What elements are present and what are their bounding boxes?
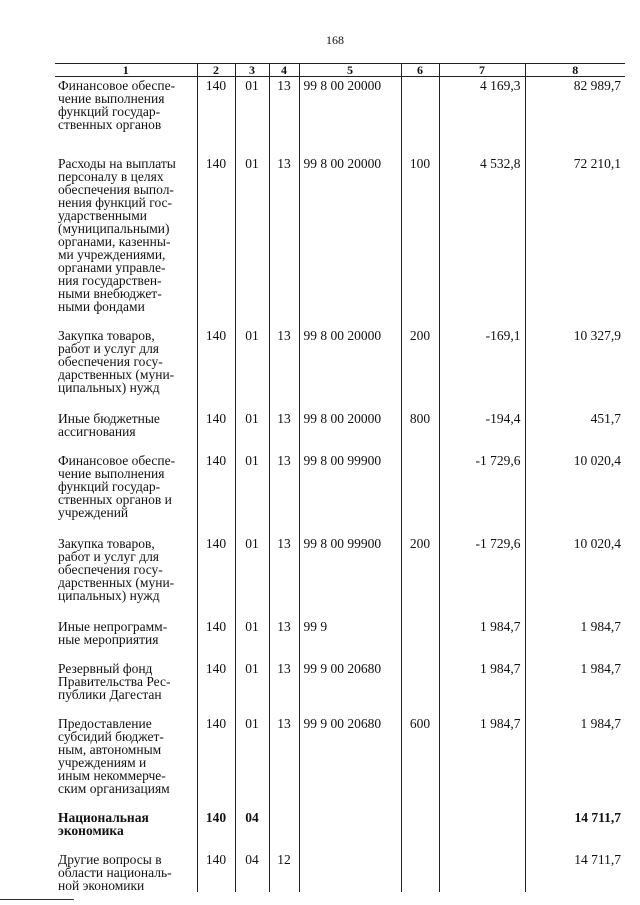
total-amount-cell-text: 10 327,9 — [573, 328, 621, 343]
row-name-cell — [55, 618, 197, 660]
row-name-cell-text: Финансовое обеспе- чение выполнения функций государ- ственных органов и учреждений — [58, 453, 176, 520]
table-row — [55, 715, 625, 809]
row-name-cell-text: Иные непрограмм- ные мероприятия — [58, 619, 168, 647]
table-body — [55, 77, 625, 893]
table-row — [55, 809, 625, 851]
expense-type-cell — [401, 327, 439, 410]
section-code-cell-text: 01 — [245, 661, 259, 676]
expense-type-cell — [401, 660, 439, 715]
target-article-cell — [299, 535, 401, 618]
change-amount-cell-text: 1 984,7 — [480, 619, 521, 634]
target-article-cell — [299, 327, 401, 410]
target-article-cell-text: 99 9 00 20680 — [303, 716, 382, 731]
row-name-cell-text: Иные бюджетные ассигнования — [58, 411, 160, 439]
target-article-cell-text: 99 8 00 99900 — [303, 453, 382, 468]
row-name-cell-text: Закупка товаров, работ и услуг для обеспечения госу- дарственных (муни- ципальных) нужд — [58, 328, 175, 395]
target-article-cell — [299, 618, 401, 660]
subsection-code-cell-text: 13 — [277, 619, 291, 634]
change-amount-cell — [439, 715, 525, 809]
total-amount-cell-text: 1 984,7 — [580, 619, 621, 634]
budget-table — [55, 63, 625, 892]
target-article-cell — [299, 452, 401, 535]
subsection-code-cell — [269, 452, 299, 535]
target-article-cell-text: 99 8 00 99900 — [303, 536, 382, 551]
change-amount-cell-text: -1 729,6 — [475, 536, 521, 551]
subsection-code-cell — [269, 715, 299, 809]
section-code-cell-text: 01 — [245, 156, 259, 171]
row-name-cell-text: Финансовое обеспе- чение выполнения функций государ- ственных органов — [58, 78, 176, 132]
target-article-cell-text: 99 8 00 20000 — [303, 328, 382, 343]
section-code-cell-text: 01 — [245, 536, 259, 551]
change-amount-cell — [439, 155, 525, 327]
chapter-code-cell-text: 140 — [205, 716, 227, 731]
column-header: 1 — [55, 64, 197, 77]
change-amount-cell-text: -194,4 — [485, 411, 521, 426]
expense-type-cell — [401, 77, 439, 156]
chapter-code-cell — [197, 410, 235, 452]
section-code-cell — [235, 809, 269, 851]
subsection-code-cell-text: 13 — [277, 453, 291, 468]
chapter-code-cell — [197, 327, 235, 410]
chapter-code-cell-text: 140 — [205, 156, 227, 171]
row-name-cell — [55, 327, 197, 410]
column-header: 5 — [299, 64, 401, 77]
total-amount-cell — [525, 618, 625, 660]
row-name-cell — [55, 715, 197, 809]
section-code-cell — [235, 715, 269, 809]
target-article-cell-text: 99 8 00 20000 — [303, 156, 382, 171]
row-name-cell — [55, 77, 197, 156]
chapter-code-cell-text: 140 — [205, 661, 227, 676]
total-amount-cell-text: 10 020,4 — [573, 453, 621, 468]
row-name-cell-text: Закупка товаров, работ и услуг для обеспечения госу- дарственных (муни- ципальных) нужд — [58, 536, 175, 603]
subsection-code-cell — [269, 851, 299, 892]
section-code-cell-text: 01 — [245, 619, 259, 634]
chapter-code-cell-text: 140 — [205, 852, 227, 867]
chapter-code-cell — [197, 535, 235, 618]
change-amount-cell — [439, 660, 525, 715]
column-header: 8 — [525, 64, 625, 77]
expense-type-cell-text: 800 — [409, 411, 431, 426]
row-name-cell-text: Другие вопросы в области националь- ной экономики — [58, 852, 172, 893]
section-code-cell-text: 04 — [245, 810, 259, 825]
total-amount-cell-text: 451,7 — [590, 411, 621, 426]
expense-type-cell — [401, 851, 439, 892]
expense-type-cell — [401, 809, 439, 851]
subsection-code-cell — [269, 155, 299, 327]
row-name-cell — [55, 452, 197, 535]
chapter-code-cell — [197, 715, 235, 809]
table-row — [55, 851, 625, 892]
change-amount-cell — [439, 809, 525, 851]
table-row — [55, 535, 625, 618]
chapter-code-cell-text: 140 — [205, 411, 227, 426]
target-article-cell-text: 99 8 00 20000 — [303, 411, 382, 426]
target-article-cell-text: 99 8 00 20000 — [303, 78, 382, 93]
section-code-cell-text: 01 — [245, 716, 259, 731]
change-amount-cell — [439, 535, 525, 618]
table-row — [55, 618, 625, 660]
expense-type-cell — [401, 155, 439, 327]
page-number: 168 — [326, 33, 344, 47]
total-amount-cell-text: 10 020,4 — [573, 536, 621, 551]
subsection-code-cell-text: 13 — [277, 536, 291, 551]
section-code-cell — [235, 77, 269, 156]
total-amount-cell — [525, 660, 625, 715]
change-amount-cell — [439, 327, 525, 410]
chapter-code-cell-text: 140 — [205, 619, 227, 634]
chapter-code-cell — [197, 77, 235, 156]
total-amount-cell — [525, 535, 625, 618]
subsection-code-cell — [269, 618, 299, 660]
subsection-code-cell-text: 13 — [277, 716, 291, 731]
total-amount-cell-text: 14 711,7 — [574, 810, 621, 825]
section-code-cell — [235, 410, 269, 452]
chapter-code-cell — [197, 618, 235, 660]
total-amount-cell-text: 72 210,1 — [573, 156, 621, 171]
total-amount-cell — [525, 851, 625, 892]
subsection-code-cell — [269, 809, 299, 851]
section-code-cell-text: 04 — [245, 852, 259, 867]
row-name-cell — [55, 660, 197, 715]
chapter-code-cell-text: 140 — [205, 810, 227, 825]
chapter-code-cell — [197, 809, 235, 851]
change-amount-cell-text: 1 984,7 — [480, 716, 521, 731]
expense-type-cell — [401, 618, 439, 660]
change-amount-cell — [439, 452, 525, 535]
total-amount-cell — [525, 327, 625, 410]
section-code-cell — [235, 452, 269, 535]
change-amount-cell-text: -1 729,6 — [475, 453, 521, 468]
target-article-cell — [299, 809, 401, 851]
row-name-cell-text: Национальная экономика — [58, 810, 149, 838]
target-article-cell — [299, 851, 401, 892]
subsection-code-cell-text: 13 — [277, 661, 291, 676]
change-amount-cell-text: 4 532,8 — [480, 156, 521, 171]
change-amount-cell — [439, 410, 525, 452]
section-code-cell — [235, 851, 269, 892]
change-amount-cell-text: 1 984,7 — [480, 661, 521, 676]
total-amount-cell — [525, 77, 625, 156]
section-code-cell — [235, 618, 269, 660]
subsection-code-cell — [269, 327, 299, 410]
expense-type-cell-text: 200 — [409, 328, 431, 343]
section-code-cell — [235, 660, 269, 715]
chapter-code-cell-text: 140 — [205, 328, 227, 343]
total-amount-cell-text: 1 984,7 — [580, 716, 621, 731]
subsection-code-cell — [269, 410, 299, 452]
table-row — [55, 452, 625, 535]
section-code-cell — [235, 155, 269, 327]
total-amount-cell — [525, 452, 625, 535]
target-article-cell — [299, 410, 401, 452]
row-name-cell-text: Резервный фонд Правительства Рес- публики Дагестан — [58, 661, 171, 702]
expense-type-cell — [401, 715, 439, 809]
section-code-cell-text: 01 — [245, 411, 259, 426]
chapter-code-cell — [197, 660, 235, 715]
subsection-code-cell — [269, 535, 299, 618]
subsection-code-cell-text: 13 — [277, 328, 291, 343]
change-amount-cell-text: -169,1 — [485, 328, 521, 343]
row-name-cell — [55, 535, 197, 618]
expense-type-cell — [401, 535, 439, 618]
column-header: 4 — [269, 64, 299, 77]
target-article-cell — [299, 77, 401, 156]
change-amount-cell — [439, 851, 525, 892]
footer-divider — [0, 899, 74, 900]
subsection-code-cell-text: 12 — [277, 852, 291, 867]
row-name-cell-text: Расходы на выплаты персоналу в целях обеспечения выпол- нения функций гос- ударственными (муниципальными) органами, казенны- ми учреждениями, органами управле- ния государствен- ными внебюджет- ными фондами — [58, 156, 176, 314]
total-amount-cell-text: 14 711,7 — [574, 852, 621, 867]
section-code-cell-text: 01 — [245, 78, 259, 93]
total-amount-cell-text: 82 989,7 — [573, 78, 621, 93]
row-name-cell — [55, 809, 197, 851]
target-article-cell-text: 99 9 — [303, 619, 328, 634]
expense-type-cell-text: 100 — [409, 156, 431, 171]
target-article-cell — [299, 155, 401, 327]
row-name-cell-text: Предоставление субсидий бюджет- ным, автономным учреждениям и иным некоммерче- ским организациям — [58, 716, 170, 796]
column-header: 7 — [439, 64, 525, 77]
expense-type-cell — [401, 410, 439, 452]
expense-type-cell — [401, 452, 439, 535]
table-row — [55, 660, 625, 715]
column-header: 2 — [197, 64, 235, 77]
table-row — [55, 155, 625, 327]
subsection-code-cell-text: 13 — [277, 411, 291, 426]
subsection-code-cell — [269, 660, 299, 715]
chapter-code-cell-text: 140 — [205, 78, 227, 93]
table-row — [55, 327, 625, 410]
section-code-cell — [235, 327, 269, 410]
subsection-code-cell-text: 13 — [277, 78, 291, 93]
expense-type-cell-text: 200 — [409, 536, 431, 551]
target-article-cell-text: 99 9 00 20680 — [303, 661, 382, 676]
target-article-cell — [299, 660, 401, 715]
section-code-cell — [235, 535, 269, 618]
total-amount-cell — [525, 809, 625, 851]
section-code-cell-text: 01 — [245, 453, 259, 468]
chapter-code-cell — [197, 452, 235, 535]
table-row — [55, 77, 625, 156]
change-amount-cell — [439, 618, 525, 660]
total-amount-cell-text: 1 984,7 — [580, 661, 621, 676]
subsection-code-cell — [269, 77, 299, 156]
total-amount-cell — [525, 410, 625, 452]
subsection-code-cell-text: 13 — [277, 156, 291, 171]
total-amount-cell — [525, 715, 625, 809]
table-row — [55, 410, 625, 452]
row-name-cell — [55, 410, 197, 452]
change-amount-cell-text: 4 169,3 — [480, 78, 521, 93]
column-header-row — [55, 64, 625, 77]
row-name-cell — [55, 851, 197, 892]
expense-type-cell-text: 600 — [409, 716, 431, 731]
section-code-cell-text: 01 — [245, 328, 259, 343]
chapter-code-cell-text: 140 — [205, 453, 227, 468]
change-amount-cell — [439, 77, 525, 156]
chapter-code-cell-text: 140 — [205, 536, 227, 551]
column-header: 3 — [235, 64, 269, 77]
chapter-code-cell — [197, 155, 235, 327]
column-header: 6 — [401, 64, 439, 77]
target-article-cell — [299, 715, 401, 809]
row-name-cell — [55, 155, 197, 327]
chapter-code-cell — [197, 851, 235, 892]
total-amount-cell — [525, 155, 625, 327]
